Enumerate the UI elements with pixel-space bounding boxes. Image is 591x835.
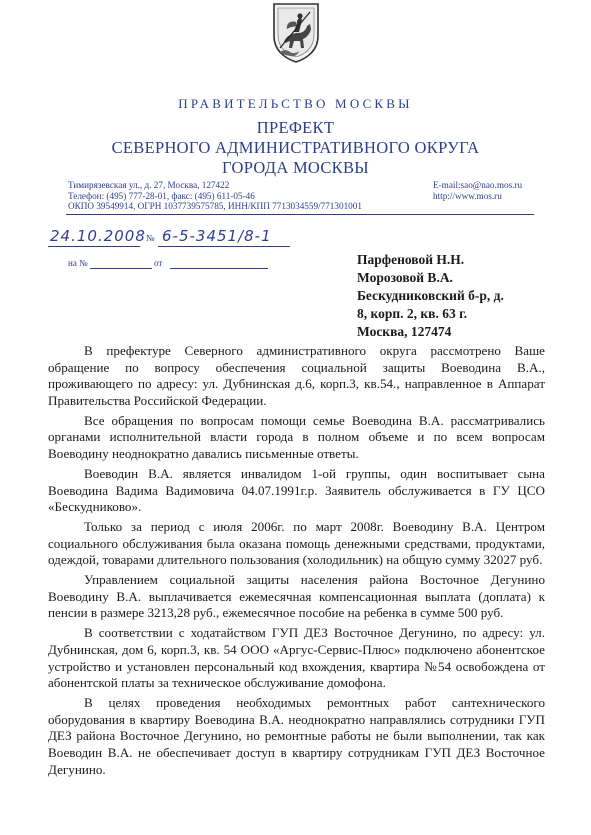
letter-body	[48, 343, 545, 782]
reference-number-line	[90, 268, 152, 269]
prefect-title-line3: ГОРОДА МОСКВЫ	[222, 158, 369, 177]
letterhead-address: Тимирязевская ул., д. 27, Москва, 127422	[68, 180, 230, 190]
addressee-line: Бескудниковский б-р, д.	[357, 288, 504, 303]
letterhead-divider	[66, 214, 534, 215]
reference-number-prefix: на №	[68, 258, 88, 268]
body-paragraph: В соответствии с ходатайством ГУП ДЕЗ Восточное Дегунино, по адресу: ул. Дубнинская, дом 6, корп.3, кв. 54 ООО «Аргус-Сервис-Плюс» подключено абонентское устройство и установлен персональный код вхождения, квартира №54 освобождена от абонентской платы за техническое обслуживание домофона.	[48, 625, 545, 691]
body-paragraph: Все обращения по вопросам помощи семье Воеводина В.А. рассматривались органами исполнительной власти города в полном объеме и по всем вопросам Воеводину неоднократно давались письменные ответы.	[48, 412, 545, 461]
number-prefix: №	[146, 233, 155, 243]
date-underline	[48, 246, 140, 247]
reference-row	[68, 258, 163, 268]
addressee-line: Парфеновой Н.Н.	[357, 252, 465, 267]
number-underline	[158, 246, 290, 247]
prefect-title-line1: ПРЕФЕКТ	[256, 118, 335, 137]
letterhead-email[interactable]: E-mail:sao@nao.mos.ru	[433, 180, 523, 190]
registration-date: 24.10.2008	[50, 227, 146, 245]
reference-from-prefix: от	[154, 258, 163, 268]
body-paragraph: В целях проведения необходимых ремонтных работ сантехнического оборудования в квартиру Воеводина В.А. неоднократно направлялись сотрудники ГУП ДЕЗ района Восточное Дегунино, но ремонтные работы не были выполнении, так как Воеводин В.А. не обеспечивает доступ в квартиру сотрудникам ГУП ДЕЗ Восточное Дегунино.	[48, 695, 545, 777]
body-paragraph: В префектуре Северного административного округа рассмотрено Ваше обращение по вопросу обеспечения социальной защиты Воеводина В.А., проживающего по адресу: ул. Дубнинская д.6, корп.3, кв.54., направленное в Аппарат Правительства Российской Федерации.	[48, 343, 545, 408]
moscow-coat-of-arms-icon	[270, 2, 322, 64]
prefect-title-line2: СЕВЕРНОГО АДМИНИСТРАТИВНОГО ОКРУГА	[111, 138, 480, 157]
addressee-line: Москва, 127474	[357, 324, 452, 339]
addressee-block	[357, 251, 504, 341]
letterhead-website[interactable]: http://www.mos.ru	[433, 190, 502, 201]
registration-number: 6-5-3451/8-1	[162, 227, 272, 245]
letterhead-codes: ОКПО 39549914, ОГРН 1037739575785, ИНН/КПП 7713034559/771301001	[68, 201, 362, 212]
letterhead-phone: Телефон: (495) 777-28-01, факс: (495) 611-05-46	[68, 190, 255, 201]
letterhead-online	[433, 180, 522, 201]
body-paragraph: Только за период с июля 2006г. по март 2008г. Воеводину В.А. Центром социального обслуживания была оказана помощь денежными средствами, продуктами, одеждой, товарами длительного пользования (холодильник) на общую сумму 32027 руб.	[48, 519, 545, 568]
reference-date-line	[170, 268, 268, 269]
body-paragraph: Управлением социальной защиты населения района Восточное Дегунино Воеводину В.А. выплачивается ежемесячная компенсационная выплата (доплата) к пенсии в размере 3213,28 руб., ежемесячное пособие на ребенка в сумме 500 руб.	[48, 572, 545, 621]
addressee-line: 8, корп. 2, кв. 63 г.	[357, 306, 468, 321]
letterhead-contacts	[68, 180, 362, 212]
body-paragraph: Воеводин В.А. является инвалидом 1-ой группы, один воспитывает сына Воеводина Вадима Вадимовича 04.07.1991г.р. Заявитель обслуживается в ГУ ЦСО «Бескудниково».	[48, 465, 545, 515]
government-title: ПРАВИТЕЛЬСТВО МОСКВЫ	[178, 96, 413, 111]
addressee-line: Морозовой В.А.	[357, 270, 453, 285]
